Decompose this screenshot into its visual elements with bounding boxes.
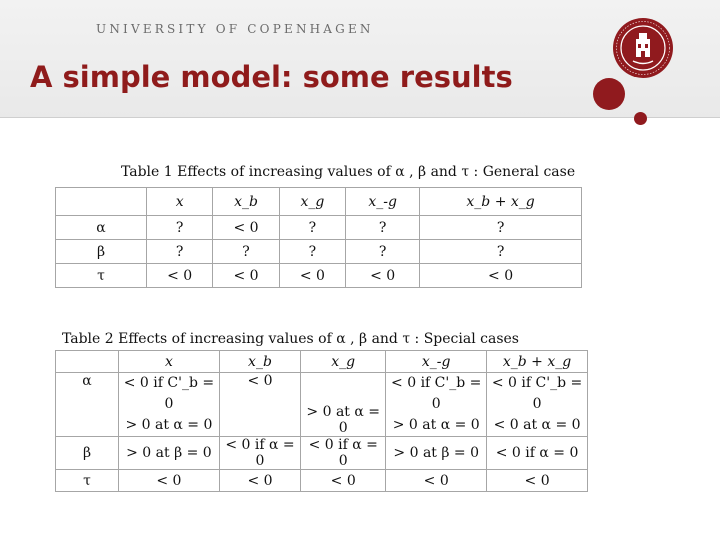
table-cell: ? [147, 216, 213, 240]
table-cell: < 0 [487, 470, 588, 492]
table-cell: > 0 at β = 0 [386, 437, 487, 470]
table2 [55, 350, 588, 492]
table-row [56, 470, 588, 492]
table-row [56, 216, 582, 240]
table-row [56, 437, 588, 470]
decorative-dot-small [634, 112, 647, 125]
table-cell: < 0 if C'_b = 0 > 0 at α = 0 [386, 373, 487, 437]
table-cell: < 0 if C'_b = 0 < 0 at α = 0 [487, 373, 588, 437]
table-cell: < 0 [147, 264, 213, 288]
row-label: τ [56, 470, 119, 492]
university-seal-logo [612, 17, 674, 79]
table-cell: < 0 [119, 470, 220, 492]
table-cell: < 0 [420, 264, 582, 288]
table-cell: < 0 if α = 0 [219, 437, 300, 470]
table-cell: < 0 if α = 0 [487, 437, 588, 470]
table-cell: ? [420, 216, 582, 240]
slide-title: A simple model: some results [30, 60, 513, 94]
decorative-dot-large [593, 78, 625, 110]
header-cell: x_-g [386, 351, 487, 373]
table-header-row [56, 188, 582, 216]
table-cell: < 0 [346, 264, 420, 288]
header-cell: x_b + x_g [487, 351, 588, 373]
table-cell: ? [346, 240, 420, 264]
header-cell [56, 351, 119, 373]
row-label: τ [56, 264, 147, 288]
table-header-row [56, 351, 588, 373]
header-cell: x_b [219, 351, 300, 373]
header-cell: x_b [213, 188, 279, 216]
row-label: β [56, 437, 119, 470]
table-row [56, 240, 582, 264]
table-cell: < 0 [213, 264, 279, 288]
table-cell: ? [420, 240, 582, 264]
table-row [56, 264, 582, 288]
table-cell: ? [147, 240, 213, 264]
row-label: β [56, 240, 147, 264]
table-cell: ? [279, 240, 345, 264]
table-cell: < 0 [213, 216, 279, 240]
university-name: UNIVERSITY OF COPENHAGEN [96, 22, 374, 36]
table-cell: < 0 [219, 470, 300, 492]
table1 [55, 187, 582, 288]
table-cell: < 0 if α = 0 [301, 437, 386, 470]
header-cell: x_g [301, 351, 386, 373]
header-cell [56, 188, 147, 216]
table-cell: > 0 at α = 0 [301, 373, 386, 437]
header-cell: x_g [279, 188, 345, 216]
table-cell: ? [279, 216, 345, 240]
table1-caption: Table 1 Effects of increasing values of α , β and τ : General case [121, 164, 576, 180]
table-row [56, 373, 588, 437]
table-cell: < 0 [301, 470, 386, 492]
table-cell: < 0 [279, 264, 345, 288]
table-cell: < 0 [386, 470, 487, 492]
table-cell: ? [213, 240, 279, 264]
header-cell: x [119, 351, 220, 373]
row-label: α [56, 216, 147, 240]
table2-caption: Table 2 Effects of increasing values of α , β and τ : Special cases [62, 331, 519, 347]
table-cell: > 0 at β = 0 [119, 437, 220, 470]
table-cell: < 0 if C'_b = 0 > 0 at α = 0 [119, 373, 220, 437]
table-cell: < 0 [219, 373, 300, 437]
header-cell: x_b + x_g [420, 188, 582, 216]
header-cell: x_-g [346, 188, 420, 216]
header-cell: x [147, 188, 213, 216]
row-label: α [56, 373, 119, 437]
header-divider [0, 117, 720, 118]
table-cell: ? [346, 216, 420, 240]
